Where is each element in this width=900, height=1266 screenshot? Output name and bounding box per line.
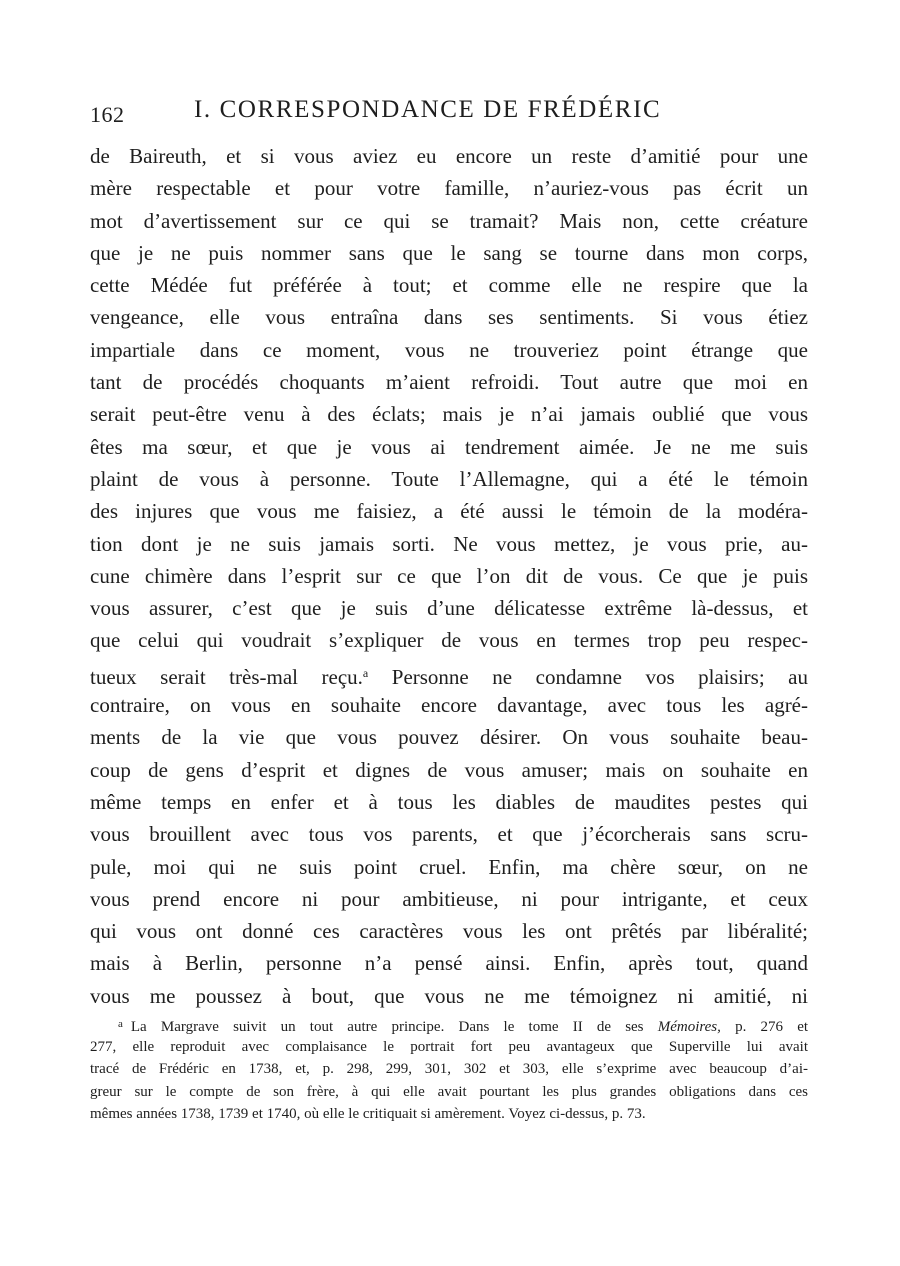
footnote-line: 277, elle reproduit avec complaisance le portrait fort peu avantageux que Superville lui avait	[90, 1038, 808, 1055]
text-line: coup de gens d’esprit et dignes de vous amuser; mais on souhaite en	[90, 757, 808, 782]
footnote-book-title: Mémoires,	[657, 1019, 721, 1035]
footnote-line: mêmes années 1738, 1739 et 1740, où elle le critiquait si amèrement. Voyez ci-dessus, p. 73.	[90, 1106, 646, 1122]
text-line: cette Médée fut préférée à tout; et comme elle ne respire que la	[90, 273, 808, 298]
text-line: vous me poussez à bout, que vous ne me témoignez ni amitié, ni	[90, 983, 808, 1008]
footnote-text: p. 276 et	[735, 1019, 808, 1035]
text-line: cune chimère dans l’esprit sur ce que l’on dit de vous. Ce que je puis	[90, 563, 808, 588]
text-line: serait peut-être venu à des éclats; mais je n’ai jamais oublié que vous	[90, 402, 808, 427]
text-line: que celui qui voudrait s’expliquer de vous en termes trop peu respec-	[90, 628, 808, 653]
text-line-with-footnote-ref	[90, 657, 808, 689]
text-line: mais à Berlin, personne n’a pensé ainsi. Enfin, après tout, quand	[90, 951, 808, 976]
footnote	[90, 1013, 808, 1126]
footnote-line: tracé de Frédéric en 1738, et, p. 298, 299, 301, 302 et 303, elle s’exprime avec beaucoup d’ai-	[90, 1061, 808, 1077]
text-line: vous brouillent avec tous vos parents, et que j’écorcherais sans scru-	[90, 822, 808, 847]
text-segment: tueux serait très-mal reçu.	[90, 664, 363, 689]
text-line: mère respectable et pour votre famille, n’auriez-vous pas écrit un	[90, 176, 808, 201]
text-line: êtes ma sœur, et que je vous ai tendrement aimée. Je ne me suis	[90, 434, 808, 459]
text-line: ments de la vie que vous pouvez désirer. On vous souhaite beau-	[90, 725, 808, 750]
footnote-reference: a	[362, 665, 369, 680]
text-line: contraire, on vous en souhaite encore davantage, avec tous les agré-	[90, 693, 808, 718]
body-text	[90, 140, 808, 1012]
text-line: tion dont je ne suis jamais sorti. Ne vous mettez, je vous prie, au-	[90, 531, 808, 556]
running-title: I. CORRESPONDANCE DE FRÉDÉRIC	[194, 96, 662, 123]
footnote-line	[90, 1013, 808, 1036]
text-line: vous assurer, c’est que je suis d’une délicatesse extrême là-dessus, et	[90, 596, 808, 621]
text-segment: Personne ne condamne vos plaisirs; au	[391, 664, 808, 689]
text-line: mot d’avertissement sur ce qui se tramait? Mais non, cette créature	[90, 208, 808, 233]
text-line: vengeance, elle vous entraîna dans ses sentiments. Si vous étiez	[90, 305, 808, 330]
text-line: impartiale dans ce moment, vous ne trouveriez point étrange que	[90, 337, 808, 362]
text-line: même temps en enfer et à tous les diables de maudites pestes qui	[90, 789, 808, 814]
page-number: 162	[90, 102, 125, 127]
footnote-text: La Margrave suivit un tout autre principe. Dans le tome II de ses	[130, 1019, 644, 1035]
text-line: tant de procédés choquants m’aient refroidi. Tout autre que moi en	[90, 370, 808, 395]
footnote-line: greur sur le compte de son frère, à qui elle avait pourtant les plus grandes obligations dans ces	[90, 1083, 808, 1100]
text-line: des injures que vous me faisiez, a été aussi le témoin de la modéra-	[90, 499, 808, 524]
text-line: que je ne puis nommer sans que le sang se tourne dans mon corps,	[90, 240, 808, 265]
text-line: pule, moi qui ne suis point cruel. Enfin, ma chère sœur, on ne	[90, 854, 808, 879]
text-line: plaint de vous à personne. Toute l’Allemagne, qui a été le témoin	[90, 466, 808, 491]
text-line: de Baireuth, et si vous aviez eu encore un reste d’amitié pour une	[90, 144, 808, 168]
text-line: qui vous ont donné ces caractères vous les ont prêtés par libéralité;	[90, 919, 808, 944]
footnote-marker: a	[118, 1018, 123, 1030]
page-header	[90, 96, 710, 130]
text-line: vous prend encore ni pour ambitieuse, ni pour intrigante, et ceux	[90, 886, 808, 911]
